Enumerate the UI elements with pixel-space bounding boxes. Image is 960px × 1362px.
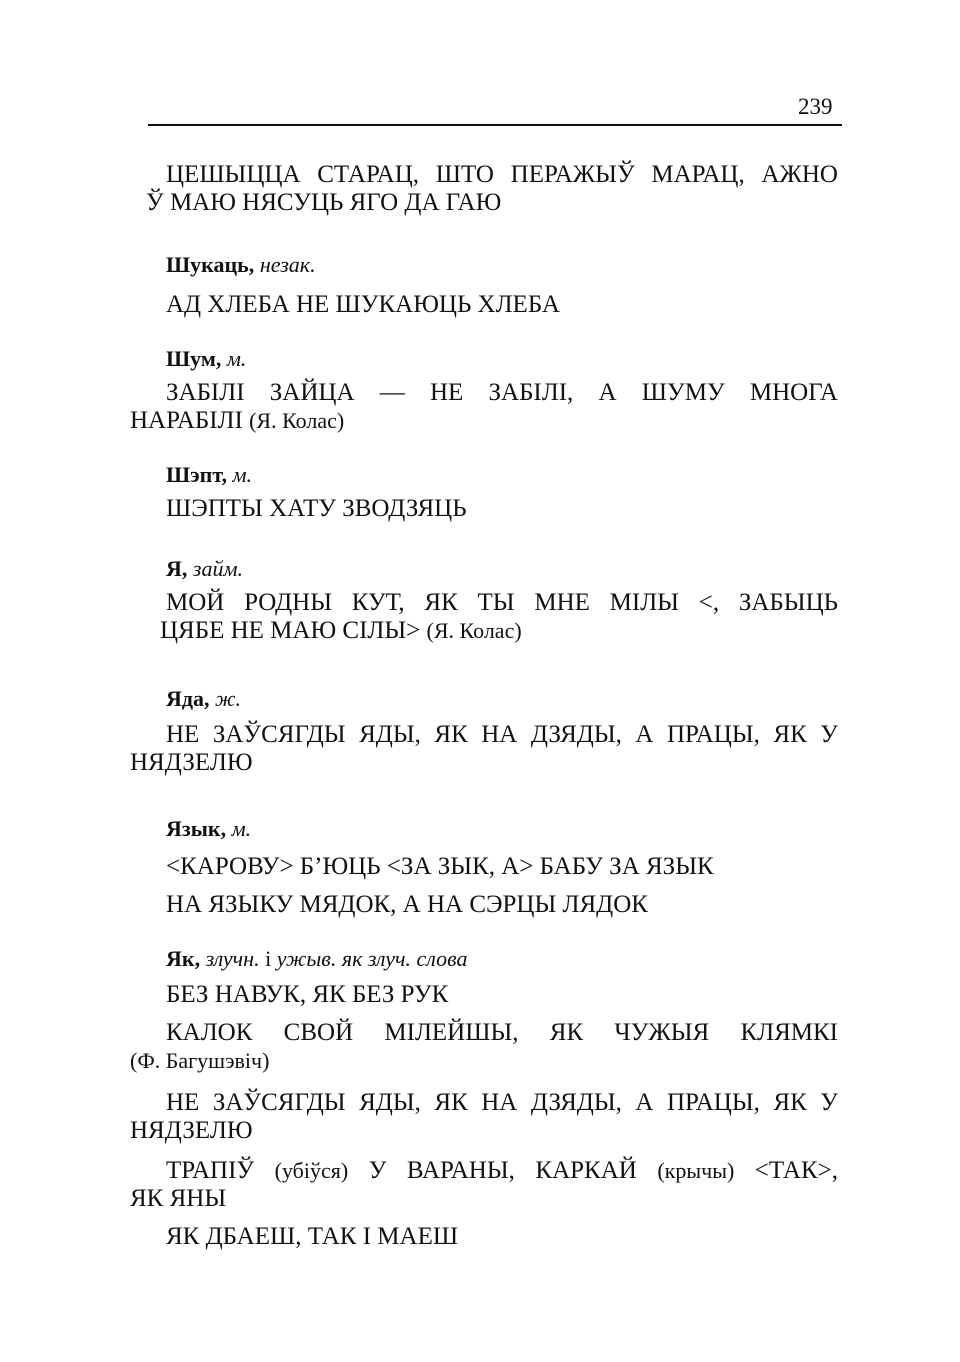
entry-heading bbox=[166, 344, 838, 374]
entry-heading bbox=[166, 814, 838, 844]
page-number: 239 bbox=[798, 94, 833, 119]
headword: Я, bbox=[166, 556, 188, 581]
connector: і bbox=[265, 946, 272, 971]
headword: Шукаць, bbox=[166, 252, 255, 277]
grammar-label: м. bbox=[226, 346, 247, 371]
proverb-text: ЦЯБЕ НЕ МАЮ СІЛЫ> bbox=[160, 617, 421, 644]
proverb-text: ТРАПІЎ bbox=[166, 1157, 255, 1184]
proverb-line: <КАРОВУ> Б’ЮЦЬ <ЗА ЗЫК, А> БАБУ ЗА ЯЗЫК bbox=[166, 853, 714, 880]
entry-heading bbox=[166, 554, 838, 584]
entry-heading bbox=[166, 250, 838, 280]
grammar-label: злучн. bbox=[205, 946, 260, 971]
proverb-line: НА ЯЗЫКУ МЯДОК, А НА СЭРЦЫ ЛЯДОК bbox=[166, 891, 648, 918]
parenthetical: (убіўся) bbox=[274, 1158, 349, 1183]
grammar-label: м. bbox=[231, 816, 252, 841]
proverb-line bbox=[166, 1156, 838, 1186]
parenthetical: (крычы) bbox=[657, 1158, 735, 1183]
proverb-line: НЯДЗЕЛЮ bbox=[130, 749, 253, 776]
proverb-line: НЕ ЗАЎСЯГДЫ ЯДЫ, ЯК НА ДЗЯДЫ, А ПРАЦЫ, ЯК У bbox=[166, 1089, 838, 1116]
proverb-text: <ТАК>, bbox=[754, 1157, 838, 1184]
proverb-line bbox=[160, 616, 832, 646]
headword: Яда, bbox=[166, 686, 210, 711]
grammar-label: ж. bbox=[215, 686, 241, 711]
proverb-text: У ВАРАНЫ, КАРКАЙ bbox=[368, 1157, 637, 1184]
headword: Язык, bbox=[166, 816, 227, 841]
proverb-line: НЯДЗЕЛЮ bbox=[130, 1117, 253, 1144]
entry-heading bbox=[166, 460, 838, 490]
proverb-line: ЯК ДБАЕШ, ТАК І МАЕШ bbox=[166, 1223, 459, 1250]
grammar-label: займ. bbox=[192, 556, 244, 581]
proverb-line: БЕЗ НАВУК, ЯК БЕЗ РУК bbox=[166, 981, 449, 1008]
proverb-line: КАЛОК СВОЙ МІЛЕЙШЫ, ЯК ЧУЖЫЯ КЛЯМКІ bbox=[166, 1019, 838, 1046]
entry-heading bbox=[166, 944, 838, 974]
proverb-line: ЗАБІЛІ ЗАЙЦА — НЕ ЗАБІЛІ, А ШУМУ МНОГА bbox=[166, 379, 838, 406]
usage-note: ужыв. як злуч. слова bbox=[276, 946, 468, 971]
proverb-line: ЦЕШЫЦЦА СТАРАЦ, ШТО ПЕРАЖЫЎ МАРАЦ, АЖНО bbox=[166, 161, 838, 188]
proverb-line: МОЙ РОДНЫ КУТ, ЯК ТЫ МНЕ МІЛЫ <, ЗАБЫЦЬ bbox=[166, 589, 838, 616]
entry-heading bbox=[166, 684, 838, 714]
header-rule bbox=[148, 124, 842, 126]
grammar-label: м. bbox=[232, 462, 253, 487]
attribution: (Я. Колас) bbox=[249, 408, 345, 433]
proverb-line: АД ХЛЕБА НЕ ШУКАЮЦЬ ХЛЕБА bbox=[166, 291, 560, 318]
proverb-text: НАРАБІЛІ bbox=[130, 407, 243, 434]
proverb-line bbox=[130, 406, 802, 436]
headword: Шум, bbox=[166, 346, 222, 371]
proverb-line: ЯК ЯНЫ bbox=[130, 1185, 227, 1212]
attribution: (Ф. Багушэвіч) bbox=[130, 1048, 270, 1073]
proverb-line: НЕ ЗАЎСЯГДЫ ЯДЫ, ЯК НА ДЗЯДЫ, А ПРАЦЫ, ЯК У bbox=[166, 721, 838, 748]
attribution: (Я. Колас) bbox=[426, 618, 522, 643]
proverb-line: ШЭПТЫ ХАТУ ЗВОДЗЯЦЬ bbox=[166, 495, 467, 522]
headword: Шэпт, bbox=[166, 462, 227, 487]
grammar-label: незак. bbox=[259, 252, 316, 277]
proverb-line: Ў МАЮ НЯСУЦЬ ЯГО ДА ГАЮ bbox=[146, 189, 502, 216]
headword: Як, bbox=[166, 946, 201, 971]
